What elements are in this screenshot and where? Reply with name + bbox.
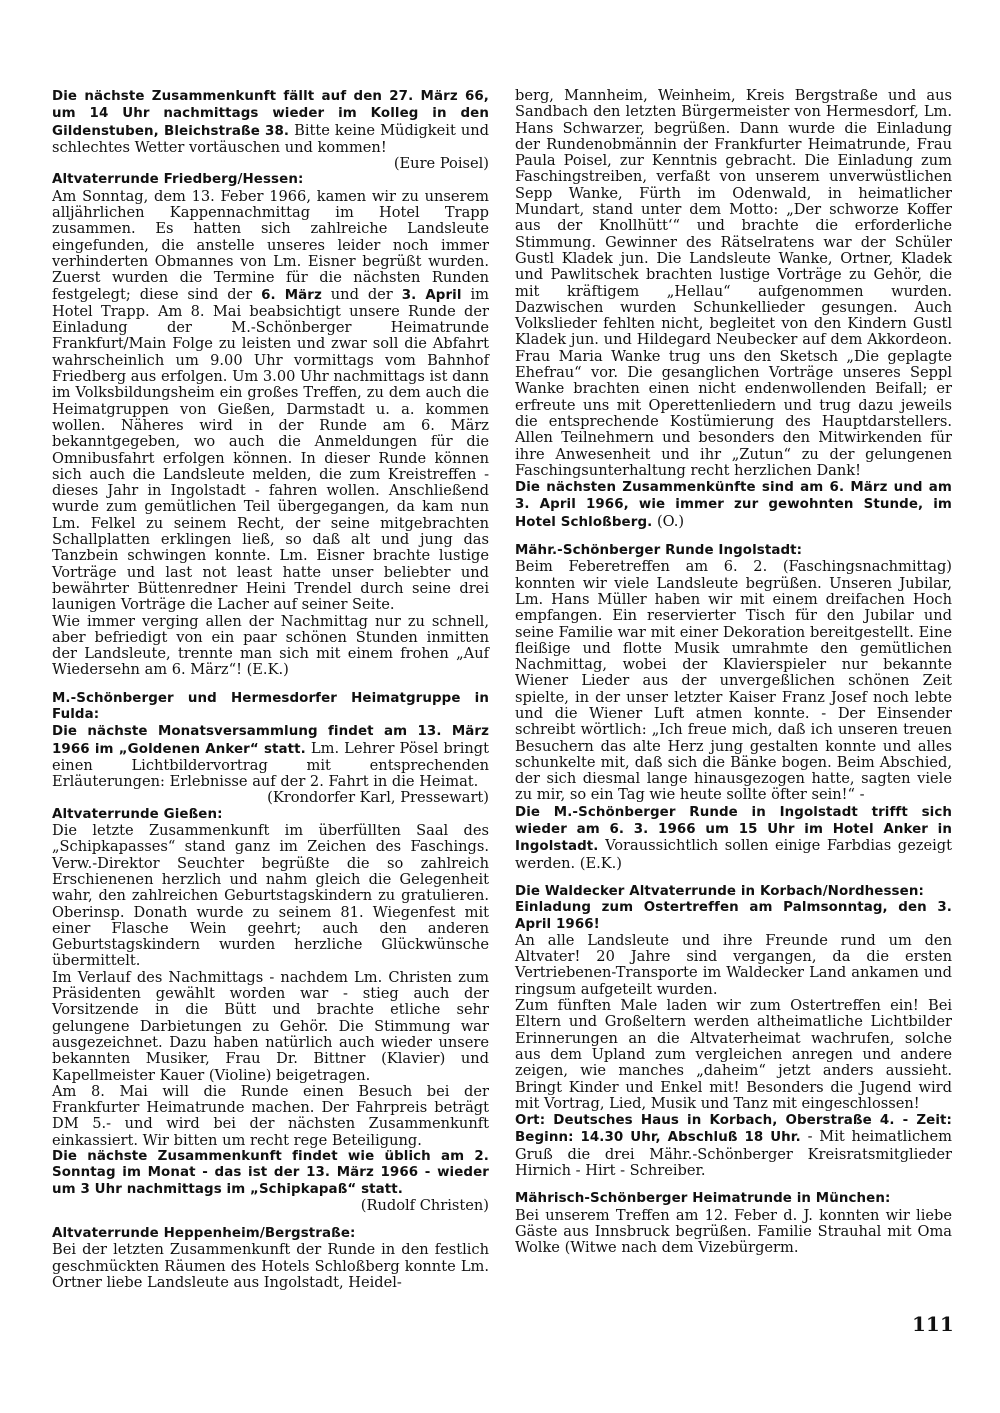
article-korbach-2: Zum fünften Male laden wir zum Ostertreffen ein! Bei Eltern und Großeltern werden altheimatliche Lichtbilder Erinnerungen an die Altvaterheimat wachrufen, solche aus dem Upland zum vergleichen anregen und andere zeigen, wie manches „daheim“ jetzt anders aussieht. Bringt Kinder und Enkel mit! Besonders die Jugend wird mit Vortrag, Lied, Musik und Tanz mit eingeschlossen!	[515, 997, 952, 1112]
heading-friedberg: Altvaterrunde Friedberg/Hessen:	[52, 172, 304, 188]
date-bold: 3. April	[401, 287, 462, 303]
announcement-bold: Ort: Deutsches Haus in Korbach, Oberstraße 4. - Zeit: Beginn: 14.30 Uhr, Abschluß 18 Uhr.	[515, 1113, 952, 1146]
heading-fulda: M.-Schönberger und Hermesdorfer Heimatgruppe in Fulda:	[52, 690, 489, 722]
article-friedberg	[52, 189, 489, 614]
signature: (Krondorfer Karl, Pressewart)	[267, 789, 489, 807]
heading-korbach: Die Waldecker Altvaterrunde in Korbach/Nordhessen:	[515, 883, 924, 899]
heading-heppenheim: Altvaterrunde Heppenheim/Bergstraße:	[52, 1226, 356, 1242]
article-fulda	[52, 723, 489, 790]
article-giessen-2: Im Verlauf des Nachmittags - nachdem Lm. Christen zum Präsidenten gewählt worden war - stieg auch der Vorsitzende in die Bütt und brachte etliche sehr gelungene Darbietungen zu Gehör. Die Stimmung war ausgezeichnet. Dazu haben natürlich auch wieder unsere bekannten Musiker, Frau Dr. Bittner (Klavier) und Kapellmeister Kauer (Violine) beigetragen.	[52, 968, 489, 1084]
heading-muenchen: Mährisch-Schönberger Heimatrunde in München:	[515, 1191, 891, 1207]
article-friedberg-end: Wie immer verging allen der Nachmittag nur zu schnell, aber befriedigt von ein paar schönen Stunden inmitten der Landsleute, trennte man sich mit einem frohen „Auf Wiedersehn am 6. März“! (E.K.)	[52, 612, 489, 679]
article-giessen-3: Am 8. Mai will die Runde einen Besuch bei der Frankfurter Heimatrunde machen. Der Fahrpreis beträgt DM 5.- und wird bei der nächsten Zusammenkunft einkassiert. Wir bitten um recht rege Beteiligung.	[52, 1082, 489, 1149]
right-column	[515, 88, 952, 1256]
article-korbach-3	[515, 1112, 952, 1179]
article-giessen-1: Die letzte Zusammenkunft im überfüllten Saal des „Schipkapasses“ stand ganz im Zeichen des Faschings. Verw.-Direktor Seuchter begrüßte die so zahlreich Erschienenen herzlich und nahm gleich die Gelegenheit wahr, den zahlreichen Geburtstagskindern zu gratulieren. Oberinsp. Donath wurde zu seinem 81. Wiegenfest mit einer Flasche Wein geehrt; auch den anderen Geburtstagskindern wurden herzliche Glückwünsche übermittelt.	[52, 822, 489, 970]
announcement-bold: Die nächsten Zusammenkünfte sind am 6. März und am 3. April 1966, wie immer zur gewohnten Stunde, im Hotel Schloßberg.	[515, 480, 952, 530]
article-ingolstadt: Beim Feberetreffen am 6. 2. (Faschingsnachmittag) konnten wir viele Landsleute begrüßen. Unseren Jubilar, Lm. Hans Müller haben wir mit einem dreifachen Hoch empfangen. Ein reservierter Tisch für den Jubilar und seine Familie war mit einer Dekoration bereitgestellt. Eine fleißige und flotte Musik umrahmte den gemütlichen Nachmittag, wobei der Klavierspieler nur bekannte Wiener Lieder aus der unvergeßlichen schönen Zeit spielte, in der unser letzter Kaiser Franz Josef noch lebte und die Wiener Luft atmen konnte. - Der Einsender schreibt wörtlich: „Ich freue mich, daß ich unseren treuen Besuchern das alte Herz jung gestalten konnte und alles schunkelte mit, daß sich die Bänke bogen. Beim Abschied, der sich diesmal lange hinausgezogen hatte, sagten viele zu mir, so ein Tag wie heute sollte öfter sein!“ -	[515, 558, 952, 804]
announcement-bold: Die nächste Zusammenkunft findet wie üblich am 2. Sonntag im Monat - das ist der 13. März 1966 - wieder um 3 Uhr nachmittags im „Schipkapaß“ statt.	[52, 1149, 489, 1197]
article-text: im Hotel Trapp. Am 8. Mai beabsichtigt unsere Runde der Einladung der M.-Schönberger Heimatrunde Frankfurt/Main Folge zu leisten und zwar soll die Abfahrt wahrscheinlich um 9.00 Uhr vormittags vom Bahnhof Friedberg aus erfolgen. Um 3.00 Uhr nachmittags ist dann im Volksbildungsheim ein großes Treffen, zu dem auch die Heimatgruppen von Gießen, Darmstadt u. a. kommen wollen. Näheres wird in der Runde am 6. März bekanntgegeben, wo auch die Anmeldungen für die Omnibusfahrt erfolgen können. In dieser Runde können sich auch die Landsleute melden, die zum Kreistreffen - dieses Jahr in Ingolstadt - fahren wollen. Anschließend wurde zum gemütlichen Teil übergegangen, da kam nun Lm. Felkel zu seinem Recht, der seine mitgebrachten Schallplatten erklingen ließ, so daß alt und jung das Tanzbein schwingen konnte. Lm. Eisner brachte lustige Vorträge und last not least hatte unser beliebter und bewährter Büttenredner Heini Trendel durch seine drei launigen Vorträge die Lacher auf seiner Seite.	[52, 285, 489, 614]
heading-giessen: Altvaterrunde Gießen:	[52, 806, 223, 822]
article-text: Am Sonntag, dem 13. Feber 1966, kamen wir zu unserem alljährlichen Kappennachmittag im Hotel Trapp zusammen. Es hatten sich zahlreiche Landsleute eingefunden, die anstelle unseres leider noch immer verhinderten Obmannes von Lm. Eisner begrüßt wurden. Zuerst wurden die Termine für die nächsten Runden festgelegt; diese sind der	[52, 187, 489, 303]
article-text: Bitte keine Müdigkeit und schlechtes Wetter vortäuschen und kommen!	[52, 121, 489, 156]
article-text: - Mit heimatlichem Gruß die drei Mähr.-Schönberger Kreisratsmitglieder Hirnich - Hirt - Schreiber.	[515, 1128, 952, 1179]
date-bold: 6. März	[261, 287, 322, 303]
announcement-bold: Die M.-Schönberger Runde in Ingolstadt trifft sich wieder am 6. 3. 1966 um 15 Uhr im Hotel Anker in Ingolstadt.	[515, 804, 952, 855]
heading-ingolstadt: Mähr.-Schönberger Runde Ingolstadt:	[515, 543, 803, 559]
article-heppenheim-announce	[515, 479, 952, 531]
left-column	[52, 88, 489, 1291]
article-heppenheim: Bei der letzten Zusammenkunft der Runde in den festlich geschmückten Räumen des Hotels Schloßberg konnte Lm. Ortner liebe Landsleute aus Ingolstadt, Heidel-	[52, 1241, 489, 1292]
article-eure-poisel	[52, 88, 489, 156]
page-number: 111	[912, 1312, 954, 1336]
article-text: Lm. Lehrer Pösel bringt einen Lichtbildervortrag mit entsprechenden Erläuterungen: Erlebnisse auf der 2. Fahrt in die Heimat.	[52, 739, 489, 791]
article-korbach-1: An alle Landsleute und ihre Freunde rund um den Altvater! 20 Jahre sind vergangen, da die ersten Vertriebenen-Transporte im Waldecker Land ankamen und ringsum aufgeteilt wurden.	[515, 931, 952, 998]
signature: (Rudolf Christen)	[360, 1196, 489, 1214]
article-muenchen: Bei unserem Treffen am 12. Feber d. J. konnten wir liebe Gäste aus Innsbruck begrüßen. Familie Strauhal mit Oma Wolke (Witwe nach dem Vizebürgerm.	[515, 1206, 952, 1257]
article-text: Voraussichtlich sollen einige Farbdias gezeigt werden. (E.K.)	[515, 837, 952, 872]
article-ingolstadt-announce	[515, 804, 952, 872]
article-text: und der	[321, 285, 402, 303]
signature: (Eure Poisel)	[393, 155, 489, 173]
announcement-bold: Die nächste Zusammenkunft fällt auf den 27. März 66, um 14 Uhr nachmittags wieder im Kolleg in den Gildenstuben, Bleichstraße 38.	[52, 89, 489, 139]
announcement-bold: Die nächste Monatsversammlung findet am 13. März 1966 im „Goldenen Anker“ statt.	[52, 724, 489, 757]
article-heppenheim-cont: berg, Mannheim, Weinheim, Kreis Bergstraße und aus Sandbach den letzten Bürgermeister von Hermesdorf, Lm. Hans Schwarzer, begrüßen. Dann wurde die Einladung der Rundenobmännin der Frankfurter Heimatrunde, Frau Paula Poisel, zur Kenntnis gebracht. Die Einladung zum Faschingstreiben, verfaßt von unserem unverwüstlichen Sepp Wanke, Fürth im Odenwald, in heimatlicher Mundart, stand unter dem Motto: „Der schworze Koffer aus der Knollhütt‘“ und brachte die erforderliche Stimmung. Gewinner des Rätselratens war der Schüler Gustl Kladek jun. Die Landsleute Wanke, Ortner, Kladek und Pawlitschek brachten lustige Vorträge zu Gehör, die mit kräftigem „Hellau“ aufgenommen wurden. Dazwischen wurden Schunkellieder gesungen. Auch Volkslieder fehlten nicht, begleitet von den Kindern Gustl Kladek jun. und Hildegard Neubecker auf dem Akkordeon. Frau Maria Wanke trug uns den Sketsch „Die geplagte Ehefrau“ vor. Die gesanglichen Vorträge unseres Seppl Wanke brachten einen nicht endenwollenden Beifall; er erfreute uns mit Operettenliedern und trug dazu jeweils die entsprechende Kostümierung des Hauptdarstellers. Allen Teilnehmern und besonders den Mitwirkenden für ihre Anwesenheit und ihr „Zutun“ zu der gelungenen Faschingsunterhaltung recht herzlichen Dank!	[515, 87, 952, 479]
announcement-bold: Einladung zum Ostertreffen am Palmsonntag, den 3. April 1966!	[515, 900, 952, 932]
article-text: (O.)	[652, 512, 685, 530]
